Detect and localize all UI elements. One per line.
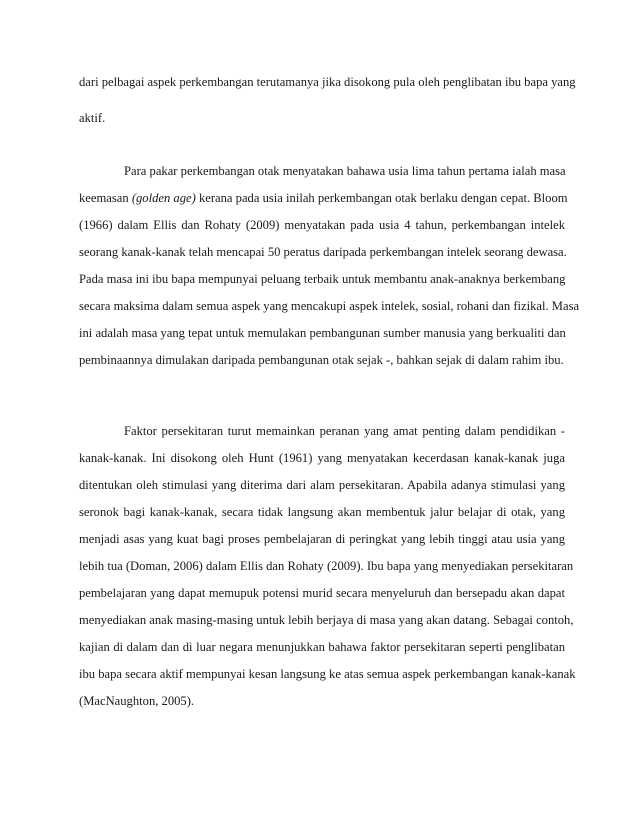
paragraph-2-line-2-before: keemasan — [79, 191, 132, 205]
paragraph-2-line-6: secara maksima dalam semua aspek yang mencakupi aspek intelek, sosial, rohani dan fizikal. Masa — [79, 299, 580, 313]
paragraph-3-line-1: Faktor persekitaran turut memainkan peranan yang amat penting dalam pendidikan - — [124, 424, 565, 438]
paragraph-2-line-4: seorang kanak-kanak telah mencapai 50 peratus daripada perkembangan intelek seorang dewasa. — [79, 245, 567, 259]
paragraph-2-line-5: Pada masa ini ibu bapa mempunyai peluang terbaik untuk membantu anak-anaknya berkembang — [79, 272, 566, 286]
paragraph-3-line-4: seronok bagi kanak-kanak, secara tidak langsung akan membentuk jalur belajar di otak, yang — [79, 505, 565, 519]
golden-age-term: (golden age) — [131, 191, 196, 205]
paragraph-2-line-3: (1966) dalam Ellis dan Rohaty (2009) menyatakan pada usia 4 tahun, perkembangan intelek — [79, 218, 565, 232]
paragraph-2-line-7: ini adalah masa yang tepat untuk memulakan pembangunan sumber manusia yang berkualiti dan — [79, 326, 566, 340]
paragraph-2-line-2-after: kerana pada usia inilah perkembangan otak berlaku dengan cepat. Bloom — [195, 191, 568, 205]
paragraph-3-line-5: menjadi asas yang kuat bagi proses pembelajaran di peringkat yang lebih tinggi atau usia yang — [79, 532, 565, 546]
paragraph-3-line-7: pembelajaran yang dapat memupuk potensi murid secara menyeluruh dan bersepadu akan dapat — [79, 586, 565, 600]
paragraph-2-line-1: Para pakar perkembangan otak menyatakan bahawa usia lima tahun pertama ialah masa — [124, 164, 566, 178]
paragraph-2-line-2 — [79, 190, 568, 206]
paragraph-3-line-9: kajian di dalam dan di luar negara menunjukkan bahawa faktor persekitaran seperti penglibatan — [79, 640, 565, 654]
paragraph-1-line-2: aktif. — [79, 111, 106, 125]
paragraph-3-line-11: (MacNaughton, 2005). — [79, 694, 195, 708]
paragraph-3-line-2: kanak-kanak. Ini disokong oleh Hunt (1961) yang menyatakan kecerdasan kanak-kanak juga — [79, 451, 565, 465]
paragraph-3-line-3: ditentukan oleh stimulasi yang diterima dari alam persekitaran. Apabila adanya stimulasi yang — [79, 478, 565, 492]
paragraph-3-line-6: lebih tua (Doman, 2006) dalam Ellis dan Rohaty (2009). Ibu bapa yang menyediakan persekitaran — [79, 559, 574, 573]
paragraph-3-line-10: ibu bapa secara aktif mempunyai kesan langsung ke atas semua aspek perkembangan kanak-kanak — [79, 667, 576, 681]
paragraph-1-line-1: dari pelbagai aspek perkembangan terutamanya jika disokong pula oleh penglibatan ibu bapa yang — [79, 75, 576, 89]
paragraph-2-line-8: pembinaannya dimulakan daripada pembangunan otak sejak -, bahkan sejak di dalam rahim ibu. — [79, 353, 564, 367]
paragraph-3-line-8: menyediakan anak masing-masing untuk lebih berjaya di masa yang akan datang. Sebagai contoh, — [79, 613, 574, 627]
